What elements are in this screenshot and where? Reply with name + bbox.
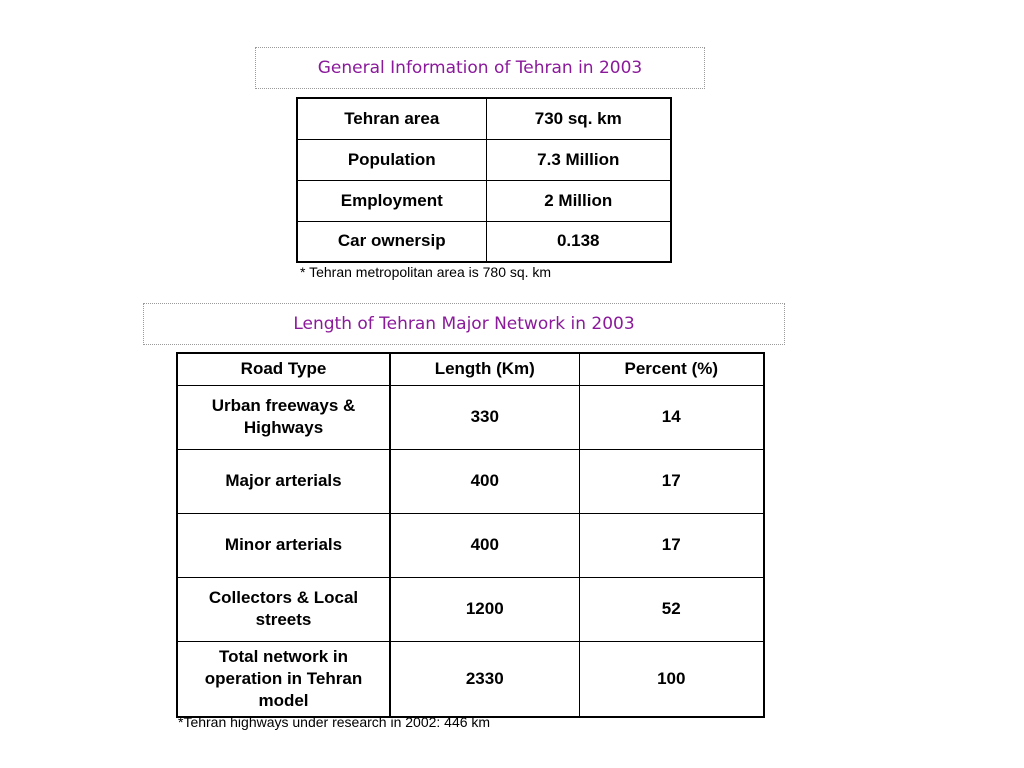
table-header-row — [177, 353, 764, 385]
table-row — [297, 180, 671, 221]
general-value-cell: 730 sq. km — [486, 98, 671, 139]
table-row — [177, 513, 764, 577]
road-type-cell: Minor arterials — [177, 513, 390, 577]
general-value-cell: 7.3 Million — [486, 139, 671, 180]
highways-research-footnote: *Tehran highways under research in 2002: 446 km — [178, 714, 491, 730]
length-cell: 330 — [390, 385, 579, 449]
table-row — [177, 577, 764, 641]
table-row — [177, 385, 764, 449]
general-info-title — [255, 47, 705, 89]
general-value-cell: 0.138 — [486, 221, 671, 262]
general-label-cell: Car ownersip — [297, 221, 486, 262]
percent-cell: 17 — [579, 513, 764, 577]
table-row — [177, 449, 764, 513]
road-type-cell: Major arterials — [177, 449, 390, 513]
table-row — [297, 221, 671, 262]
table-row — [297, 139, 671, 180]
length-cell: 2330 — [390, 641, 579, 717]
percent-cell: 52 — [579, 577, 764, 641]
general-label-cell: Tehran area — [297, 98, 486, 139]
table-row-total — [177, 641, 764, 717]
column-header-length: Length (Km) — [390, 353, 579, 385]
network-length-title — [143, 303, 785, 345]
length-cell: 400 — [390, 449, 579, 513]
road-type-cell: Collectors & Local streets — [177, 577, 390, 641]
road-type-cell: Urban freeways & Highways — [177, 385, 390, 449]
general-value-cell: 2 Million — [486, 180, 671, 221]
column-header-percent: Percent (%) — [579, 353, 764, 385]
column-header-road-type: Road Type — [177, 353, 390, 385]
network-length-table — [176, 352, 765, 718]
general-info-title-text: General Information of Tehran in 2003 — [317, 58, 643, 78]
percent-cell: 17 — [579, 449, 764, 513]
general-info-table — [296, 97, 672, 263]
general-label-cell: Employment — [297, 180, 486, 221]
general-label-cell: Population — [297, 139, 486, 180]
percent-cell: 100 — [579, 641, 764, 717]
percent-cell: 14 — [579, 385, 764, 449]
metropolitan-area-footnote: * Tehran metropolitan area is 780 sq. km — [300, 264, 552, 280]
length-cell: 400 — [390, 513, 579, 577]
road-type-cell: Total network in operation in Tehran model — [177, 641, 390, 717]
table-row — [297, 98, 671, 139]
length-cell: 1200 — [390, 577, 579, 641]
network-length-title-text: Length of Tehran Major Network in 2003 — [293, 314, 635, 334]
